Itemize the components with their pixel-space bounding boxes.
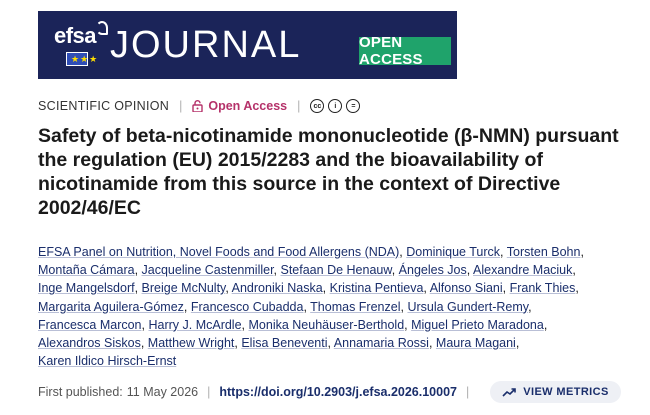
- author-link[interactable]: Alfonso Siani: [429, 281, 503, 296]
- open-access-badge: OPEN ACCESS: [359, 37, 451, 65]
- author-link[interactable]: Francesco Cubadda: [190, 299, 304, 314]
- author-link[interactable]: Alexandros Siskos: [38, 336, 141, 351]
- author-link[interactable]: Alexandre Maciuk: [473, 263, 573, 278]
- view-metrics-button[interactable]: [490, 381, 620, 403]
- footer-separator: |: [466, 385, 470, 399]
- author-link[interactable]: Montaña Cámara: [38, 263, 135, 278]
- author-link[interactable]: Inge Mangelsdorf: [38, 281, 135, 296]
- logo-swirl-icon: [96, 21, 108, 35]
- author-separator: ,: [234, 336, 242, 351]
- trend-up-icon: [502, 387, 516, 397]
- author-link[interactable]: Miguel Prieto Maradona: [411, 317, 544, 332]
- nd-icon[interactable]: =: [346, 99, 360, 113]
- author-link[interactable]: Jacqueline Castenmiller: [141, 263, 274, 278]
- author-link[interactable]: Annamaria Rossi: [333, 336, 429, 351]
- author-link[interactable]: Dominique Turck: [406, 245, 501, 259]
- efsa-logo-text: efsa: [54, 23, 97, 48]
- author-link[interactable]: Stefaan De Henauw: [280, 263, 392, 278]
- cc-icon[interactable]: cc: [310, 99, 324, 113]
- meta-separator: |: [179, 99, 183, 113]
- author-separator: ,: [399, 245, 407, 259]
- author-separator: ,: [543, 317, 548, 332]
- open-access-link[interactable]: Open Access: [208, 99, 288, 113]
- publication-footer: [38, 381, 621, 403]
- meta-separator: |: [297, 99, 301, 113]
- author-separator: ,: [400, 299, 408, 314]
- author-line: [38, 279, 638, 297]
- article-meta-row: [38, 97, 360, 115]
- author-separator: ,: [428, 336, 436, 351]
- journal-wordmark: JOURNAL: [110, 24, 302, 66]
- author-link[interactable]: Margarita Aguilera-Gómez: [38, 299, 184, 314]
- first-published-label: First published:: [38, 385, 123, 399]
- author-separator: ,: [391, 263, 399, 278]
- author-link[interactable]: Androniki Naska: [231, 281, 323, 296]
- efsa-logo: [52, 19, 104, 69]
- author-separator: ,: [273, 263, 281, 278]
- author-link[interactable]: Kristina Pentieva: [329, 281, 424, 296]
- author-link[interactable]: Karen Ildico Hirsch-Ernst: [38, 354, 177, 369]
- view-metrics-label: VIEW METRICS: [523, 386, 609, 398]
- author-link[interactable]: Frank Thies: [509, 281, 576, 296]
- author-line: [38, 334, 638, 352]
- author-separator: ,: [225, 281, 232, 296]
- author-separator: ,: [466, 263, 474, 278]
- author-link[interactable]: Monika Neuhäuser-Berthold: [248, 317, 405, 332]
- author-link[interactable]: Torsten Bohn: [506, 245, 581, 259]
- doi-link[interactable]: https://doi.org/10.2903/j.efsa.2026.10007: [219, 385, 457, 399]
- author-line: [38, 261, 638, 279]
- author-link[interactable]: Harry J. McArdle: [148, 317, 242, 332]
- author-link[interactable]: Elisa Beneventi: [241, 336, 328, 351]
- author-separator: ,: [134, 281, 142, 296]
- footer-separator: |: [207, 385, 211, 399]
- article-title: Safety of beta-nicotinamide mononucleotide (β-NMN) pursuant the regulation (EU) 2015/2283 and the bioavailability of nicotinamide from this source in the context of Directive 2002/46/EC: [38, 125, 619, 219]
- author-line: [38, 298, 638, 316]
- author-line: [38, 316, 638, 334]
- author-separator: ,: [404, 317, 412, 332]
- author-link[interactable]: Maura Magani: [435, 336, 516, 351]
- by-icon[interactable]: i: [328, 99, 342, 113]
- author-separator: ,: [322, 281, 330, 296]
- author-separator: ,: [580, 245, 584, 259]
- author-separator: ,: [241, 317, 249, 332]
- author-separator: ,: [134, 263, 142, 278]
- author-separator: ,: [572, 263, 576, 278]
- author-separator: ,: [528, 299, 532, 314]
- author-separator: ,: [502, 281, 510, 296]
- author-link[interactable]: Francesca Marcon: [38, 317, 142, 332]
- author-separator: ,: [141, 317, 149, 332]
- author-separator: ,: [303, 299, 311, 314]
- author-list: [38, 243, 638, 370]
- journal-banner[interactable]: [38, 11, 457, 79]
- author-line: [38, 243, 638, 261]
- author-separator: ,: [183, 299, 191, 314]
- article-type: SCIENTIFIC OPINION: [38, 99, 170, 113]
- lock-open-icon: [192, 100, 203, 112]
- author-link[interactable]: Ángeles Jos: [398, 263, 467, 278]
- author-separator: ,: [575, 281, 579, 296]
- eu-flag-icon: ★★★: [66, 52, 88, 66]
- author-separator: ,: [515, 336, 520, 351]
- first-published-date: 11 May 2026: [126, 385, 199, 399]
- license-icons[interactable]: [310, 99, 360, 113]
- author-link[interactable]: Matthew Wright: [147, 336, 235, 351]
- author-link[interactable]: Ursula Gundert-Remy: [407, 299, 529, 314]
- author-separator: ,: [140, 336, 148, 351]
- author-link[interactable]: EFSA Panel on Nutrition, Novel Foods and Food Allergens (NDA): [38, 245, 400, 259]
- author-link[interactable]: Thomas Frenzel: [310, 299, 401, 314]
- author-separator: ,: [327, 336, 334, 351]
- author-line: [38, 352, 638, 370]
- author-separator: ,: [500, 245, 507, 259]
- author-separator: ,: [423, 281, 430, 296]
- author-link[interactable]: Breige McNulty: [141, 281, 226, 296]
